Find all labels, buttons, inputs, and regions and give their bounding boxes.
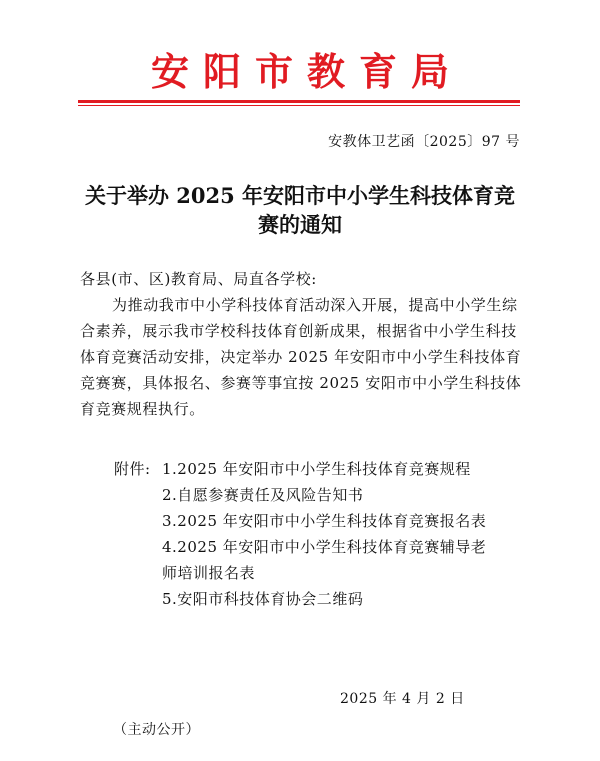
body-line: 育竞赛规程执行。 — [80, 400, 205, 418]
attachments-list — [114, 456, 486, 612]
body-line: 合素养，展示我市学校科技体育创新成果，根据省中小学生科技 — [80, 322, 517, 340]
attachment-text: 师培训报名表 — [162, 564, 256, 582]
attachment-text: 1.2025 年安阳市中小学生科技体育竞赛规程 — [162, 460, 471, 478]
red-separator-thick — [78, 100, 520, 103]
issuer-masthead: 安阳市教育局 — [150, 49, 463, 94]
attachment-item — [114, 508, 486, 534]
attachment-item — [114, 456, 486, 482]
issue-date: 2025 年 4 月 2 日 — [340, 691, 465, 707]
document-title-line: 赛的通知 — [258, 212, 342, 237]
attachment-item-continuation — [114, 560, 486, 586]
red-separator-thin — [78, 105, 520, 106]
attachment-item — [114, 586, 486, 612]
attachment-text: 2.自愿参赛责任及风险告知书 — [162, 486, 364, 504]
disclosure-note: （主动公开） — [113, 722, 200, 738]
document-title — [78, 181, 522, 239]
body-paragraph — [80, 292, 524, 422]
body-line: 为推动我市中小学科技体育活动深入开展，提高中小学生综 — [112, 296, 518, 314]
attachment-item — [114, 534, 486, 560]
body-line: 竞赛赛，具体报名、参赛等事宜按 2025 安阳市中小学生科技体 — [80, 374, 522, 392]
attachment-item — [114, 482, 486, 508]
body-line: 体育竞赛活动安排，决定举办 2025 年安阳市中小学生科技体育 — [80, 348, 522, 366]
salutation: 各县(市、区)教育局、局直各学校: — [80, 270, 317, 288]
attachment-text: 5.安阳市科技体育协会二维码 — [162, 590, 364, 608]
attachment-text: 3.2025 年安阳市中小学生科技体育竞赛报名表 — [162, 512, 487, 530]
attachment-text: 4.2025 年安阳市中小学生科技体育竞赛辅导老 — [162, 538, 487, 556]
attachments-label: 附件: — [114, 460, 151, 478]
document-title-line: 关于举办 2025 年安阳市中小学生科技体育竞 — [84, 183, 516, 208]
document-number: 安教体卫艺函〔2025〕97 号 — [328, 134, 520, 150]
